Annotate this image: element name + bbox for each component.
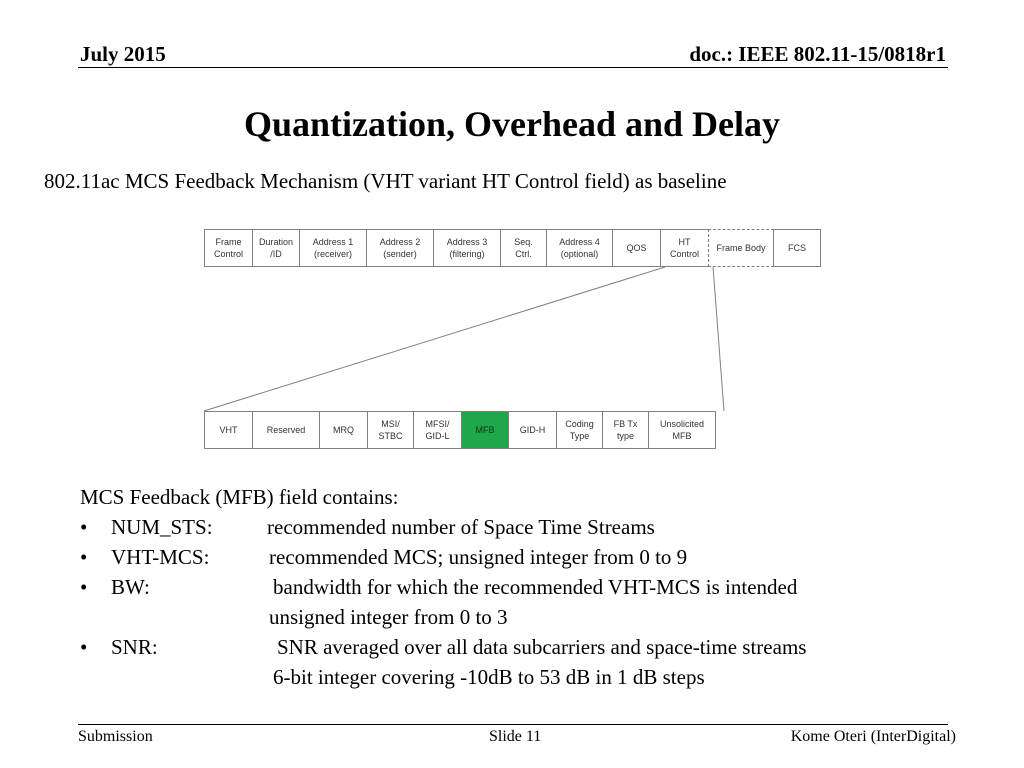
mac-frame-field-label: /ID	[270, 249, 282, 259]
ht-control-field-label: MRQ	[333, 425, 354, 435]
mac-frame-field-label: Control	[669, 249, 699, 259]
mac-frame-field-label: Address 1	[312, 237, 354, 247]
mac-frame-field-label: (optional)	[560, 249, 599, 259]
mac-frame-field-label: Address 2	[379, 237, 421, 247]
bullet-marker: •	[80, 515, 88, 539]
bullet-field-description: unsigned integer from 0 to 3	[269, 605, 508, 629]
ht-control-field-label: VHT	[219, 425, 238, 435]
mac-frame-field-label: HT	[678, 237, 691, 247]
expansion-line-right	[713, 267, 724, 411]
mac-frame-field-label: Ctrl.	[515, 249, 532, 259]
slide-subtitle: 802.11ac MCS Feedback Mechanism (VHT variant HT Control field) as baseline	[44, 169, 727, 193]
bullet-field-name: SNR:	[111, 635, 158, 659]
ht-control-field-label: Coding	[565, 419, 594, 429]
mfb-bullet-list	[80, 512, 807, 692]
mfb-bullet-item	[80, 662, 705, 692]
ht-control-field-label: MFB	[672, 431, 692, 441]
expansion-line-left	[204, 267, 665, 411]
mfb-description	[80, 482, 807, 692]
ht-control-field-label: GID-L	[425, 431, 450, 441]
bullet-marker: •	[80, 575, 88, 599]
mac-frame-field-label: Duration	[258, 237, 294, 247]
ht-control-field	[367, 411, 414, 449]
ht-control-field	[413, 411, 462, 449]
ht-control-field-label: FB Tx	[613, 419, 638, 429]
ht-control-field	[461, 411, 509, 449]
ht-control-field-label: MFSI/	[425, 419, 450, 429]
bullet-field-description: recommended number of Space Time Streams	[267, 515, 655, 539]
ht-control-field	[508, 411, 557, 449]
ht-control-field	[602, 411, 649, 449]
ht-control-field-label: Reserved	[266, 425, 306, 435]
ht-control-diagram	[204, 411, 716, 449]
mfb-bullet-item	[80, 632, 807, 662]
footer-rule	[78, 724, 948, 725]
mac-frame-field-label: (sender)	[383, 249, 417, 259]
ht-control-field	[648, 411, 716, 449]
slide-title: Quantization, Overhead and Delay	[243, 104, 781, 144]
ht-control-field	[319, 411, 368, 449]
bullet-field-description: 6-bit integer covering -10dB to 53 dB in 1 dB steps	[273, 665, 705, 689]
bullet-field-description: bandwidth for which the recommended VHT-MCS is intended	[273, 575, 798, 599]
header-doc-id: doc.: IEEE 802.11-15/0818r1	[689, 42, 946, 66]
mac-frame-field-label: Seq.	[514, 237, 533, 247]
ht-control-field-label: Unsolicited	[659, 419, 705, 429]
mac-frame-field-label: Frame Body	[716, 243, 766, 253]
mac-frame-field-label: Address 3	[446, 237, 488, 247]
bullet-field-description: recommended MCS; unsigned integer from 0 to 9	[269, 545, 688, 569]
ht-control-field	[204, 411, 253, 449]
ht-control-field-label: type	[616, 431, 634, 441]
ht-control-field-label: STBC	[378, 431, 403, 441]
ht-control-field	[252, 411, 320, 449]
ht-control-field-label: MFB	[475, 425, 495, 435]
bullet-field-name: VHT-MCS:	[111, 545, 210, 569]
bullet-field-name: BW:	[111, 575, 150, 599]
mac-frame-field-label: Control	[213, 249, 243, 259]
mac-frame-field-label: FCS	[788, 243, 806, 253]
bullet-field-name: NUM_STS:	[111, 515, 213, 539]
ht-control-field-label: Type	[569, 431, 590, 441]
bullet-marker: •	[80, 545, 88, 569]
mac-frame-field-label: Frame	[215, 237, 242, 247]
footer-author: Kome Oteri (InterDigital)	[790, 728, 956, 745]
bullet-field-description: SNR averaged over all data subcarriers and space-time streams	[277, 635, 807, 659]
mac-frame-field-label: QOS	[626, 243, 647, 253]
footer-slide-number: Slide 11	[489, 728, 542, 745]
mac-frame-field-label: (receiver)	[313, 249, 352, 259]
ht-control-field-label: MSI/	[381, 419, 400, 429]
ht-control-field-label: GID-H	[519, 425, 546, 435]
mac-frame-field-label: Address 4	[559, 237, 600, 247]
mac-frame-field-label: (filtering)	[449, 249, 485, 259]
bullet-marker: •	[80, 635, 88, 659]
mfb-bullet-item	[80, 602, 508, 632]
footer-submission: Submission	[78, 728, 153, 745]
mfb-bullet-item	[80, 542, 688, 572]
mfb-bullet-item	[80, 572, 798, 602]
ht-control-field	[556, 411, 603, 449]
header-date: July 2015	[80, 42, 166, 66]
mfb-intro: MCS Feedback (MFB) field contains:	[80, 485, 399, 509]
mfb-bullet-item	[80, 512, 655, 542]
